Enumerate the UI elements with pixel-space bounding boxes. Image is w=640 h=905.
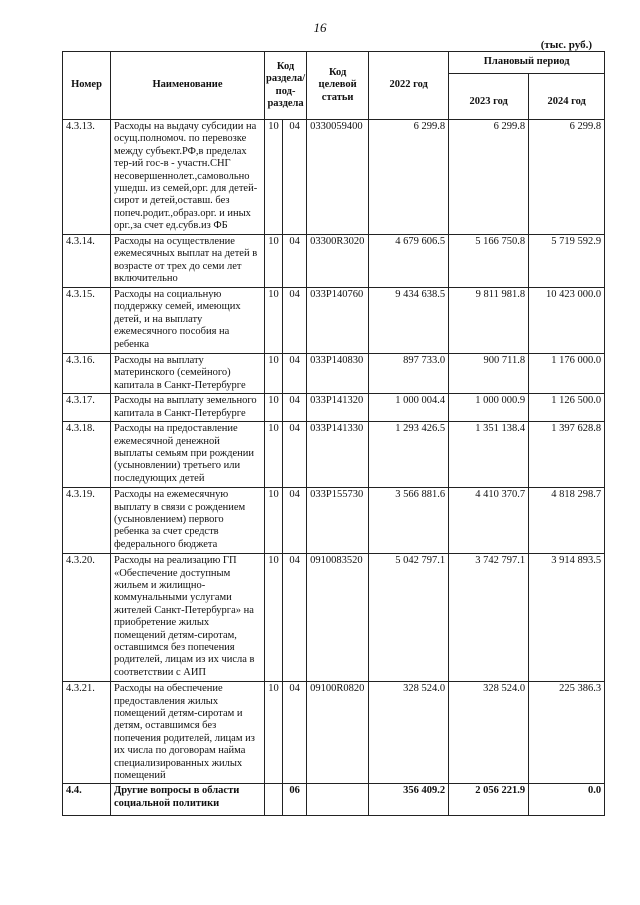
row-section: 10 — [265, 120, 283, 235]
row-subsection: 04 — [283, 682, 307, 784]
row-number: 4.3.15. — [63, 288, 111, 354]
row-name: Расходы на социальную поддержку семей, имеющих детей, и на выплату ежемесячного пособия на ребенка — [111, 288, 265, 354]
table-row — [63, 394, 605, 422]
row-value-2024: 3 914 893.5 — [529, 554, 605, 682]
row-number: 4.3.18. — [63, 422, 111, 488]
header-year-2024: 2024 год — [529, 74, 605, 120]
row-subsection: 06 — [283, 784, 307, 816]
row-subsection: 04 — [283, 288, 307, 354]
row-subsection: 04 — [283, 422, 307, 488]
row-value-2023: 2 056 221.9 — [449, 784, 529, 816]
row-value-2023: 5 166 750.8 — [449, 235, 529, 288]
row-section: 10 — [265, 488, 283, 554]
header-section-code: Код раздела/ под- раздела — [265, 52, 307, 120]
row-target-code: 033P155730 — [307, 488, 369, 554]
row-value-2023: 328 524.0 — [449, 682, 529, 784]
row-number: 4.3.19. — [63, 488, 111, 554]
row-value-2022: 328 524.0 — [369, 682, 449, 784]
page-number: 16 — [313, 20, 327, 35]
row-target-code: 09100R0820 — [307, 682, 369, 784]
row-number: 4.4. — [63, 784, 111, 816]
row-value-2023: 3 742 797.1 — [449, 554, 529, 682]
row-subsection: 04 — [283, 354, 307, 394]
row-value-2023: 1 000 000.9 — [449, 394, 529, 422]
header-year-2022: 2022 год — [369, 52, 449, 120]
row-target-code: 033P141320 — [307, 394, 369, 422]
row-name: Расходы на реализацию ГП «Обеспечение доступным жильем и жилищно-коммунальными услугами жителей Санкт-Петербурга» на приобретение жилых помещений детям-сиротам, оставшимся без попечения родителей, лицам из их числа в соответствии с АИП — [111, 554, 265, 682]
table-row — [63, 288, 605, 354]
row-value-2022: 1 000 004.4 — [369, 394, 449, 422]
row-subsection: 04 — [283, 554, 307, 682]
row-subsection: 04 — [283, 235, 307, 288]
row-section: 10 — [265, 422, 283, 488]
row-subsection: 04 — [283, 120, 307, 235]
row-subsection: 04 — [283, 488, 307, 554]
row-section: 10 — [265, 682, 283, 784]
row-value-2023: 1 351 138.4 — [449, 422, 529, 488]
row-target-code: 0910083520 — [307, 554, 369, 682]
row-target-code: 033P140830 — [307, 354, 369, 394]
row-value-2022: 897 733.0 — [369, 354, 449, 394]
row-value-2022: 5 042 797.1 — [369, 554, 449, 682]
row-value-2024: 1 397 628.8 — [529, 422, 605, 488]
row-value-2023: 6 299.8 — [449, 120, 529, 235]
row-value-2022: 356 409.2 — [369, 784, 449, 816]
row-section: 10 — [265, 554, 283, 682]
row-name: Расходы на обеспечение предоставления жилых помещений детям-сиротам и детям, оставшимся без попечения родителей, лицам из их числа по договорам найма специализированных жилых помещений — [111, 682, 265, 784]
row-name: Другие вопросы в области социальной политики — [111, 784, 265, 816]
row-value-2022: 4 679 606.5 — [369, 235, 449, 288]
row-value-2024: 6 299.8 — [529, 120, 605, 235]
units-label: (тыс. руб.) — [540, 39, 592, 51]
table-row — [63, 488, 605, 554]
row-target-code: 033P140760 — [307, 288, 369, 354]
header-name: Наименование — [111, 52, 265, 120]
row-name: Расходы на выплату материнского (семейного) капитала в Санкт-Петербурге — [111, 354, 265, 394]
row-target-code — [307, 784, 369, 816]
row-section: 10 — [265, 288, 283, 354]
table-row — [63, 422, 605, 488]
row-value-2022: 3 566 881.6 — [369, 488, 449, 554]
table-row — [63, 120, 605, 235]
row-number: 4.3.21. — [63, 682, 111, 784]
row-name: Расходы на ежемесячную выплату в связи с рождением (усыновлением) первого ребенка за счет средств федерального бюджета — [111, 488, 265, 554]
row-section: 10 — [265, 235, 283, 288]
row-value-2024: 1 176 000.0 — [529, 354, 605, 394]
table-row — [63, 784, 605, 816]
row-value-2024: 1 126 500.0 — [529, 394, 605, 422]
row-section — [265, 784, 283, 816]
row-value-2022: 6 299.8 — [369, 120, 449, 235]
row-value-2022: 9 434 638.5 — [369, 288, 449, 354]
row-value-2024: 5 719 592.9 — [529, 235, 605, 288]
row-subsection: 04 — [283, 394, 307, 422]
row-target-code: 033P141330 — [307, 422, 369, 488]
row-section: 10 — [265, 354, 283, 394]
row-value-2024: 0.0 — [529, 784, 605, 816]
row-value-2024: 4 818 298.7 — [529, 488, 605, 554]
row-number: 4.3.17. — [63, 394, 111, 422]
row-value-2024: 225 386.3 — [529, 682, 605, 784]
budget-table — [62, 51, 605, 816]
row-name: Расходы на предоставление ежемесячной денежной выплаты семьям при рождении (усыновлении) третьего или последующих детей — [111, 422, 265, 488]
row-number: 4.3.13. — [63, 120, 111, 235]
table-row — [63, 235, 605, 288]
table-row — [63, 554, 605, 682]
header-number: Номер — [63, 52, 111, 120]
table-row — [63, 354, 605, 394]
row-target-code: 0330059400 — [307, 120, 369, 235]
row-name: Расходы на выплату земельного капитала в Санкт-Петербурге — [111, 394, 265, 422]
table-row — [63, 682, 605, 784]
row-name: Расходы на осуществление ежемесячных выплат на детей в возрасте от трех до семи лет включительно — [111, 235, 265, 288]
row-value-2023: 9 811 981.8 — [449, 288, 529, 354]
row-name: Расходы на выдачу субсидии на осущ.полномоч. по перевозке между субъект.РФ,в пределах тер-ий гос-в - участн.СНГ несовершеннолет.,самовольно ушедш. из семей,орг. для детей-сирот и детей,оставш. без попеч.родит.,образ.орг. и иных орг.,за счет ед.субв.из ФБ — [111, 120, 265, 235]
row-value-2023: 4 410 370.7 — [449, 488, 529, 554]
row-value-2024: 10 423 000.0 — [529, 288, 605, 354]
header-target-code: Код целевой статьи — [307, 52, 369, 120]
row-target-code: 03300R3020 — [307, 235, 369, 288]
row-value-2022: 1 293 426.5 — [369, 422, 449, 488]
row-number: 4.3.14. — [63, 235, 111, 288]
row-number: 4.3.20. — [63, 554, 111, 682]
header-year-2023: 2023 год — [449, 74, 529, 120]
row-number: 4.3.16. — [63, 354, 111, 394]
header-plan-period: Плановый период — [449, 52, 605, 74]
row-section: 10 — [265, 394, 283, 422]
row-value-2023: 900 711.8 — [449, 354, 529, 394]
